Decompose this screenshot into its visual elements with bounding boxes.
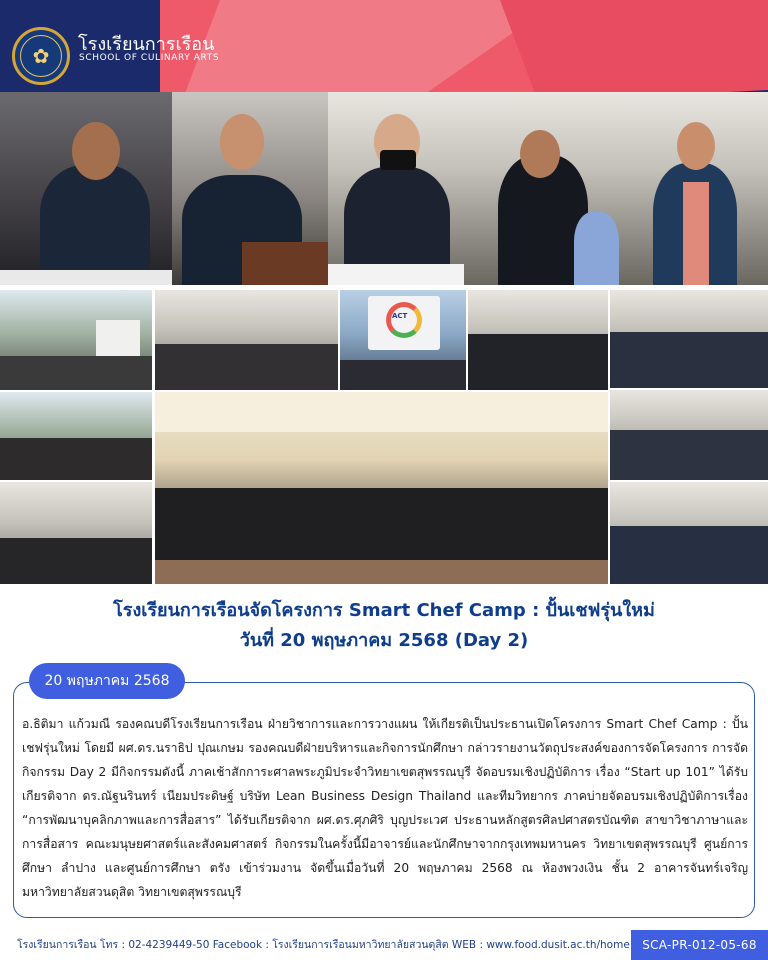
photo-workshop-students xyxy=(0,482,152,584)
screen-sign-text: ACT xyxy=(392,312,408,320)
school-name-thai: โรงเรียนการเรือน xyxy=(78,34,215,55)
date-badge: 20 พฤษภาคม 2568 xyxy=(29,663,185,699)
photo-audience-hall xyxy=(155,290,338,390)
photo-speaker-man-podium xyxy=(172,92,328,285)
title-line-1: โรงเรียนการเรือนจัดโครงการ Smart Chef Camp : ปั้นเชฟรุ่นใหม่ xyxy=(113,600,655,621)
photo-man-cap-microphone xyxy=(464,92,619,285)
photo-woman-smiling xyxy=(619,92,768,285)
photo-students-tables-3 xyxy=(610,482,768,584)
photo-students-tables-1 xyxy=(610,290,768,388)
article-body: อ.ธิติมา แก้วมณี รองคณบดีโรงเรียนการเรือน ฝ่ายวิชาการและการวางแผน ให้เกียรติเป็นประธานเปิดโครงการ Smart Chef Camp : ปั้นเชฟรุ่นใหม่ โดยมี ผศ.ดร.นราธิป ปุณเกษม รองคณบดีฝ่ายบริหารและกิจการนักศึกษา กล่าวรายงานวัตถุประสงค์ของการจัดโครงการ การจัดกิจกรรม Day 2 มีกิจกรรมดังนี้ ภาคเช้าสักการะศาลพระภูมิประจำวิทยาเขตสุพรรณบุรี จัดอบรมเชิงปฏิบัติการ เรื่อง “Start up 101” ได้รับเกียรติจาก ดร.ณัฐนรินทร์ เนียมประดิษฐ์ บริษัท Lean Business Design Thailand และทีมวิทยากร ภาคบ่ายจัดอบรมเชิงปฏิบัติการเรื่อง “การพัฒนาบุคลิกภาพและการสื่อสาร” ได้รับเกียรติจาก ผศ.ดร.ศุภศิริ บุญประเวศ ประธานหลักสูตรศิลปศาสตรบัณฑิต สาขาวิชาภาษาและการสื่อสาร คณะมนุษยศาสตร์และสังคมศาสตร์ กิจกรรมในครั้งนี้มีอาจารย์และนักศึกษาจากกรุงเทพมหานคร วิทยาเขตสุพรรณบุรี ศูนย์การศึกษา ลำปาง และศูนย์การศึกษา ตรัง เข้าร่วมงาน จัดขึ้นเมื่อวันที่ 20 พฤษภาคม 2568 ณ ห้องพวงเงิน ชั้น 2 อาคารจันทร์เจริญ มหาวิทยาลัยสวนดุสิต วิทยาเขตสุพรรณบุรี xyxy=(22,717,748,899)
screen-logo-icon xyxy=(386,302,422,338)
photo-students-tables-2 xyxy=(610,390,768,480)
photo-shrine-outdoor xyxy=(0,290,152,390)
photo-presentation-screen xyxy=(340,290,466,390)
logo-emblem-icon: ✿ xyxy=(20,35,62,77)
school-name-english: SCHOOL OF CULINARY ARTS xyxy=(79,53,220,63)
photo-outdoor-crowd xyxy=(0,392,152,480)
title-line-2: วันที่ 20 พฤษภาคม 2568 (Day 2) xyxy=(239,630,529,651)
photo-host-masked xyxy=(328,92,464,285)
document-code-badge: SCA-PR-012-05-68 xyxy=(631,930,768,960)
photo-speaker-woman xyxy=(0,92,172,285)
school-logo xyxy=(12,27,70,85)
article-title xyxy=(0,596,768,656)
photo-group-main xyxy=(155,392,608,584)
footer-contact: โรงเรียนการเรือน โทร : 02-4239449-50 Facebook : โรงเรียนการเรือนมหาวิทยาลัยสวนดุสิต WEB : www.food.dusit.ac.th/home xyxy=(17,939,630,951)
photo-women-seated xyxy=(468,290,608,390)
